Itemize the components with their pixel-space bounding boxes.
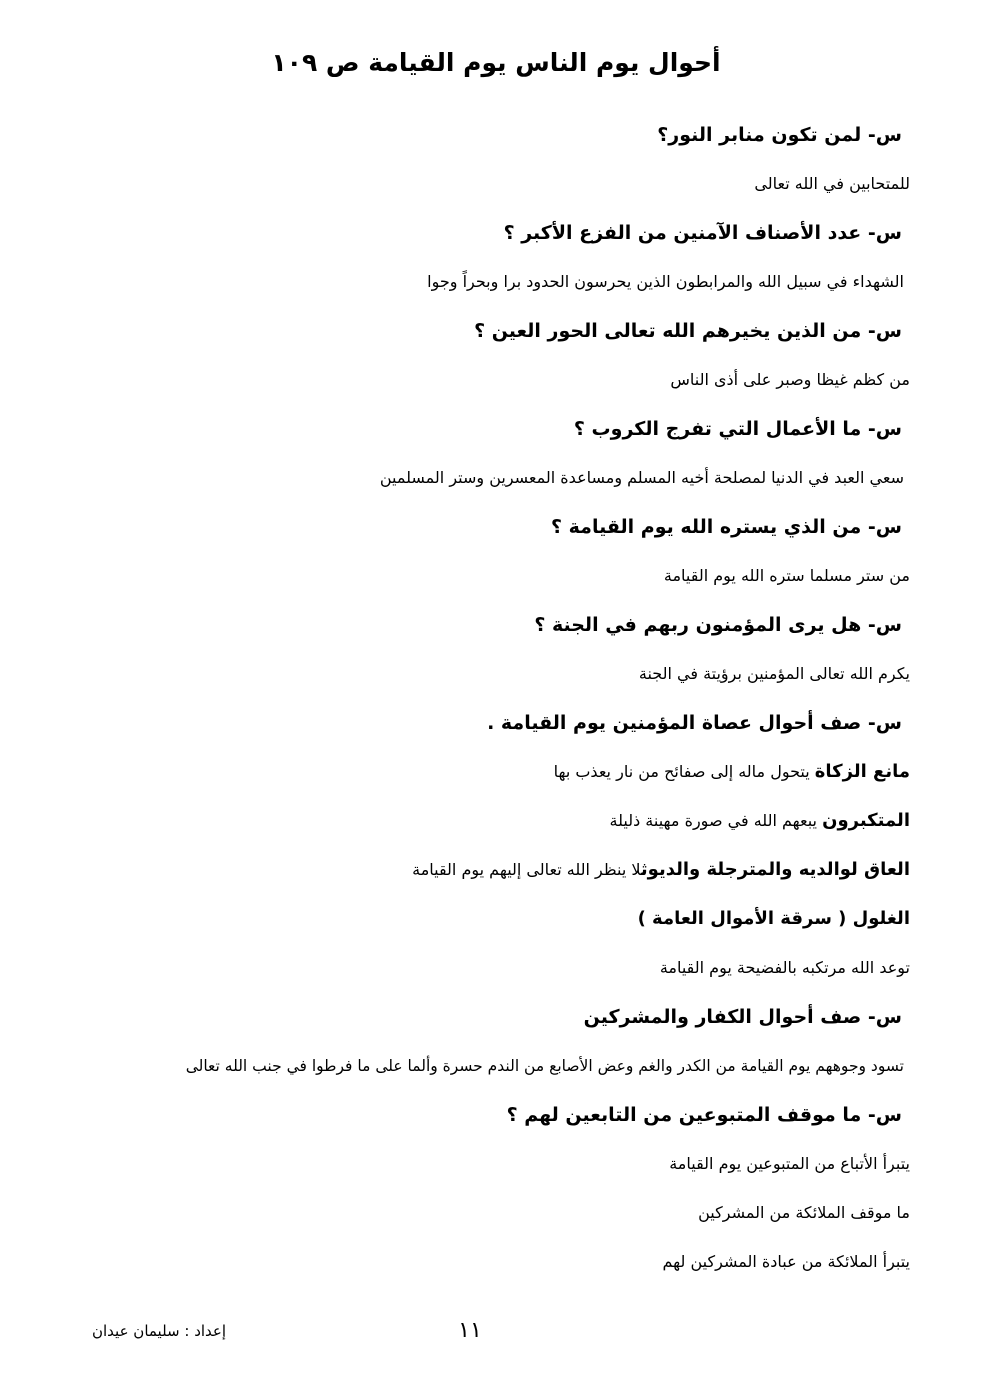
question-line: س- صف أحوال الكفار والمشركين bbox=[583, 1006, 902, 1028]
answer-line: يكرم الله تعالى المؤمنين برؤيتة في الجنة bbox=[638, 664, 910, 683]
ghulul-row bbox=[70, 902, 910, 951]
answer-line: للمتحابين في الله تعالى bbox=[754, 174, 910, 193]
question-line: س- عدد الأصناف الآمنين من الفزع الأكبر ؟ bbox=[503, 222, 902, 244]
sinner-term: المتكبرون bbox=[822, 810, 910, 831]
question-line: س- صف أحوال عصاة المؤمنين يوم القيامة . bbox=[487, 712, 902, 734]
page-title: أحوال يوم الناس يوم القيامة ص ١٠٩ bbox=[271, 48, 721, 77]
sinner-term: مانع الزكاة bbox=[814, 761, 910, 782]
sinner-description: يبعهم الله في صورة مهينة ذليلة bbox=[609, 811, 823, 830]
sinner-row bbox=[70, 853, 910, 902]
question-line: س- ما موقف المتبوعين من التابعين لهم ؟ bbox=[506, 1104, 902, 1126]
answer-line: توعد الله مرتكبه بالفضيحة يوم القيامة bbox=[659, 958, 910, 977]
page-number: ١١ bbox=[458, 1318, 482, 1343]
question-line: س- من الذي يستره الله يوم القيامة ؟ bbox=[551, 516, 902, 538]
question-line: س- ما الأعمال التي تفرج الكروب ؟ bbox=[573, 418, 902, 440]
question-line: س- هل يرى المؤمنون ربهم في الجنة ؟ bbox=[534, 614, 902, 636]
author-credit: إعداد : سليمان عيدان bbox=[92, 1322, 227, 1340]
sinner-description: يتحول ماله إلى صفائح من نار يعذب بها bbox=[553, 762, 815, 781]
sinner-row bbox=[70, 804, 910, 853]
sinner-term: العاق لوالديه والمترجلة والديوث bbox=[640, 859, 910, 880]
question-line: س- لمن تكون منابر النور؟ bbox=[657, 124, 902, 146]
question-line: س- من الذين يخيرهم الله تعالى الحور العين ؟ bbox=[474, 320, 902, 342]
answer-line: ما موقف الملائكة من المشركين bbox=[698, 1203, 910, 1222]
answer-line: تسود وجوههم يوم القيامة من الكدر والغم وعض الأصابع من الندم حسرة وألما على ما فرطوا في جنب الله تعالى bbox=[185, 1057, 904, 1075]
answer-line: سعي العبد في الدنيا لمصلحة أخيه المسلم ومساعدة المعسرين وستر المسلمين bbox=[379, 468, 904, 487]
answer-line: يتبرأ الملائكة من عبادة المشركين لهم bbox=[662, 1252, 910, 1271]
answer-line: من كظم غيظا وصبر على أذى الناس bbox=[670, 370, 910, 389]
answer-line: يتبرأ الأتباع من المتبوعين يوم القيامة bbox=[669, 1154, 910, 1173]
sinner-row bbox=[70, 755, 910, 804]
sinner-description: لا ينظر الله تعالى إليهم يوم القيامة bbox=[412, 860, 641, 879]
answer-line: الشهداء في سبيل الله والمرابطون الذين يحرسون الحدود برا وبحراً وجوا bbox=[427, 272, 904, 291]
answer-line: من ستر مسلما ستره الله يوم القيامة bbox=[663, 566, 910, 585]
ghulul-term: الغلول ( سرقة الأموال العامة ) bbox=[637, 908, 910, 929]
content-body bbox=[70, 118, 910, 1294]
